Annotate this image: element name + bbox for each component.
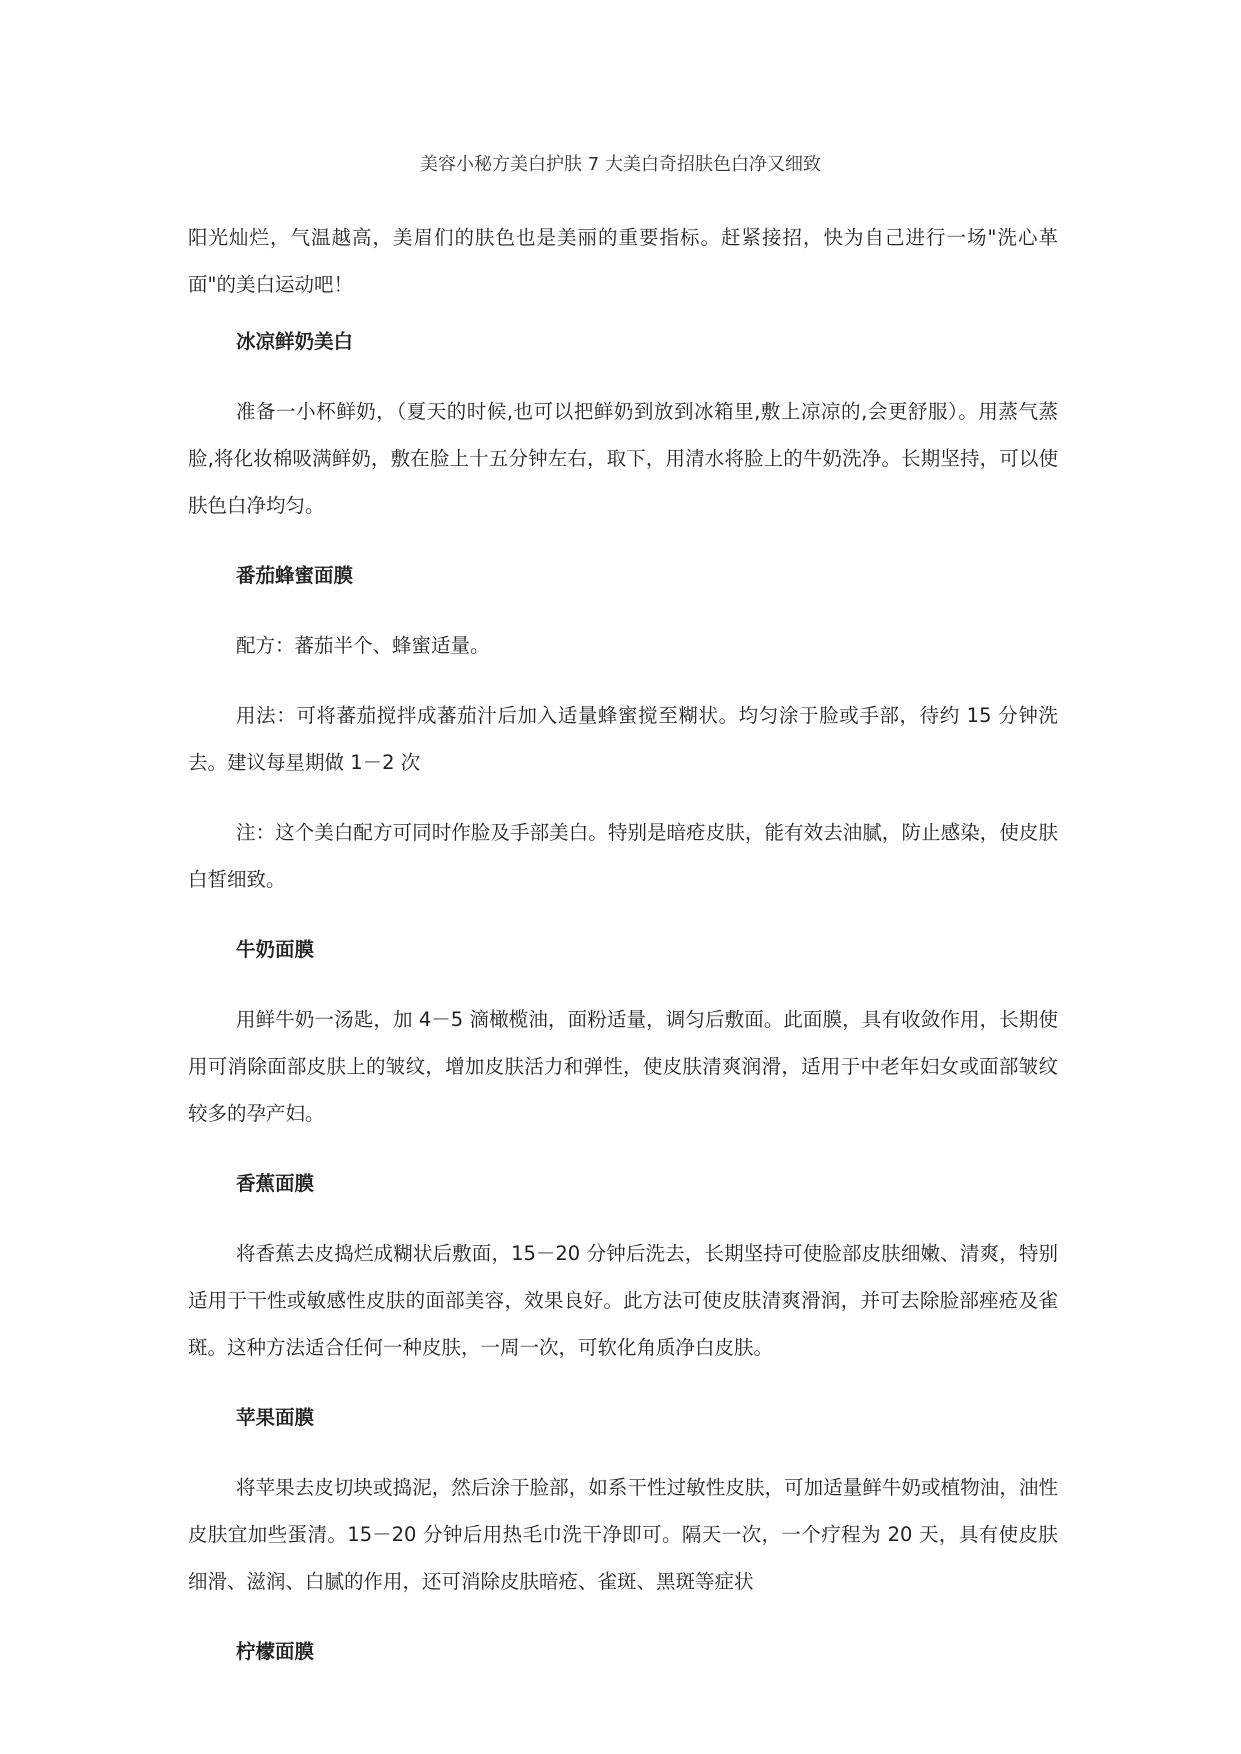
section-heading-banana-mask: 香蕉面膜 bbox=[236, 1172, 315, 1195]
section-heading-milk-mask: 牛奶面膜 bbox=[236, 938, 315, 961]
document-title: 美容小秘方美白护肤 7 大美白奇招肤色白净又细致 bbox=[420, 154, 821, 175]
paragraph: 用法：可将蕃茄搅拌成蕃茄汁后加入适量蜂蜜搅至糊状。均匀涂于脸或手部，待约 15 分钟洗去。建议每星期做 1－2 次 bbox=[188, 704, 1058, 774]
section-heading-tomato-honey-mask: 番茄蜂蜜面膜 bbox=[236, 564, 354, 587]
paragraph: 配方：蕃茄半个、蜂蜜适量。 bbox=[236, 634, 490, 657]
section-heading-apple-mask: 苹果面膜 bbox=[236, 1406, 315, 1429]
paragraph: 准备一小杯鲜奶，（夏天的时候,也可以把鲜奶到放到冰箱里,敷上凉凉的,会更舒服）。用蒸气蒸脸,将化妆棉吸满鲜奶，敷在脸上十五分钟左右，取下，用清水将脸上的牛奶洗净。长期坚持，可以使肤色白净均匀。 bbox=[188, 400, 1058, 517]
paragraph: 将香蕉去皮捣烂成糊状后敷面，15－20 分钟后洗去，长期坚持可使脸部皮肤细嫩、清爽，特别适用于干性或敏感性皮肤的面部美容，效果良好。此方法可使皮肤清爽滑润，并可去除脸部痤疮及雀斑。这种方法适合任何一种皮肤，一周一次，可软化角质净白皮肤。 bbox=[188, 1242, 1058, 1359]
paragraph: 用鲜牛奶一汤匙，加 4－5 滴橄榄油，面粉适量，调匀后敷面。此面膜，具有收敛作用，长期使用可消除面部皮肤上的皱纹，增加皮肤活力和弹性，使皮肤清爽润滑，适用于中老年妇女或面部皱纹较多的孕产妇。 bbox=[188, 1008, 1058, 1125]
paragraph: 将苹果去皮切块或捣泥，然后涂于脸部，如系干性过敏性皮肤，可加适量鲜牛奶或植物油，油性皮肤宜加些蛋清。15－20 分钟后用热毛巾洗干净即可。隔天一次，一个疗程为 20 天，具有使皮肤细滑、滋润、白腻的作用，还可消除皮肤暗疮、雀斑、黑斑等症状 bbox=[188, 1476, 1058, 1593]
intro-paragraph: 阳光灿烂，气温越高，美眉们的肤色也是美丽的重要指标。赶紧接招，快为自己进行一场"洗心革面"的美白运动吧！ bbox=[188, 226, 1058, 296]
section-heading-lemon-mask: 柠檬面膜 bbox=[236, 1640, 315, 1663]
section-heading-milk-whitening: 冰凉鲜奶美白 bbox=[236, 330, 354, 353]
document-body bbox=[188, 214, 1058, 1675]
paragraph: 注：这个美白配方可同时作脸及手部美白。特别是暗疮皮肤，能有效去油腻，防止感染，使皮肤白皙细致。 bbox=[188, 821, 1058, 891]
